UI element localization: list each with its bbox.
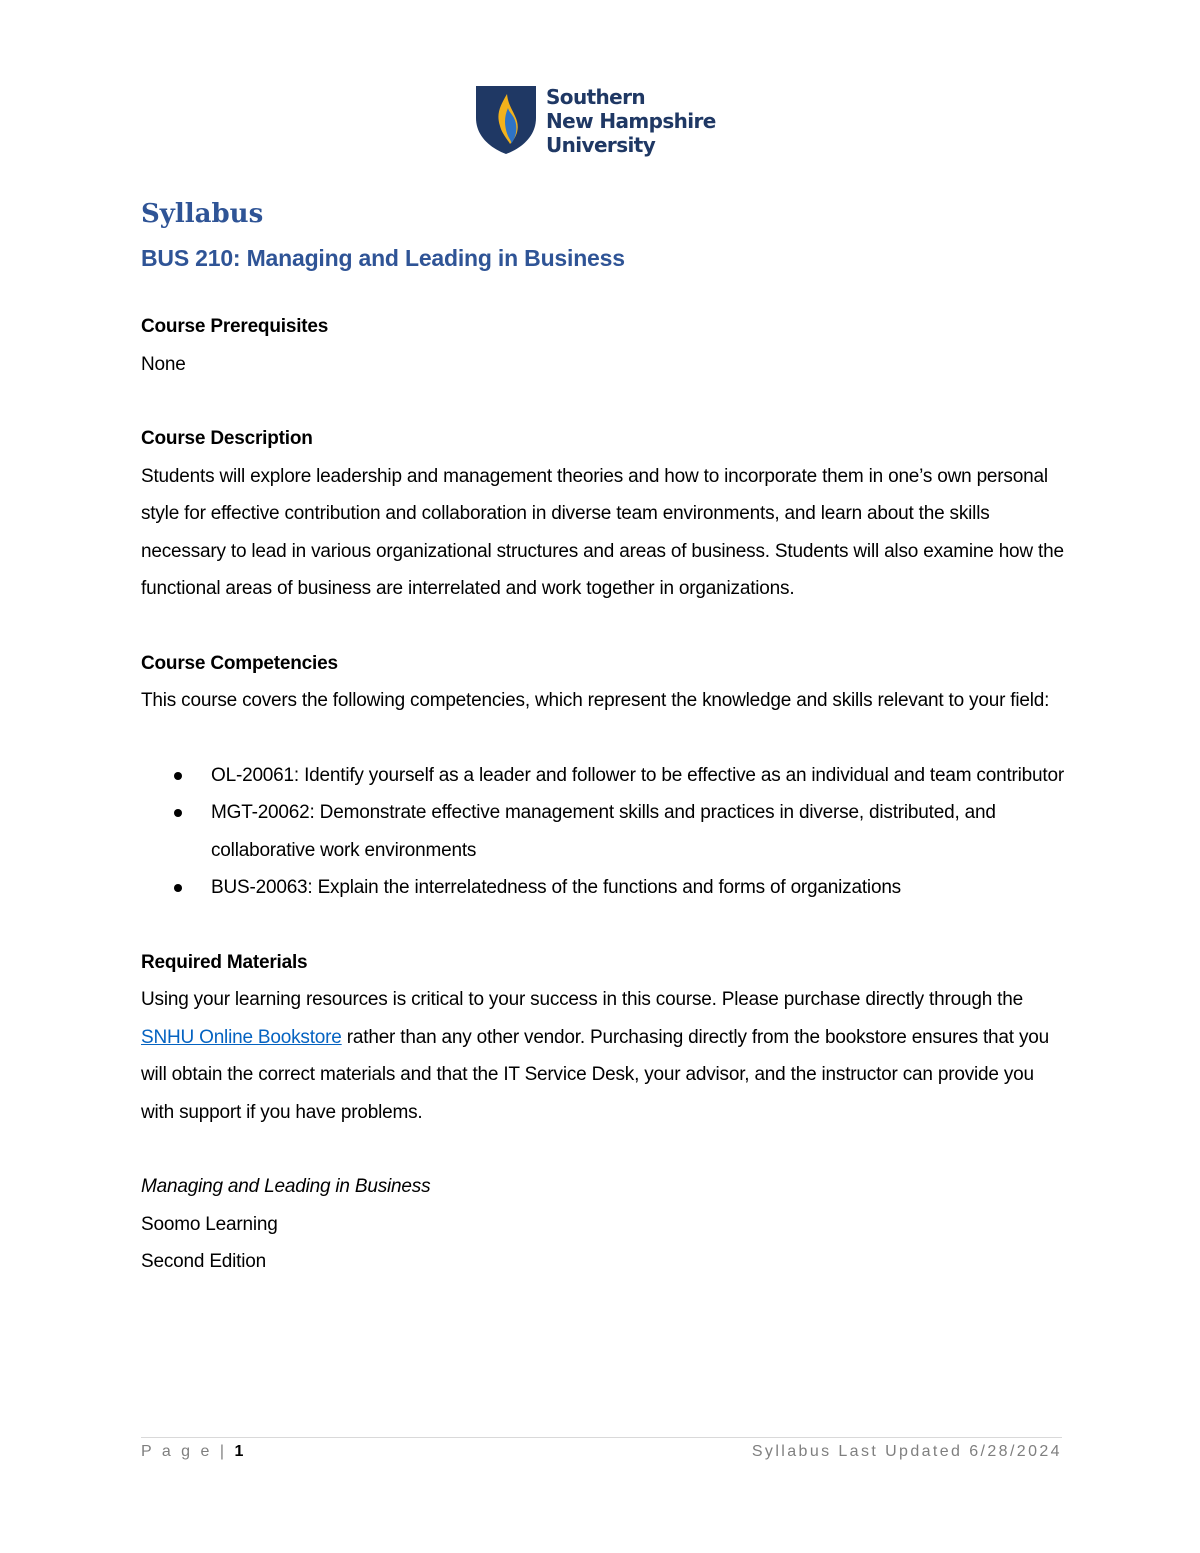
- page-indicator: [141, 1440, 246, 1464]
- materials-heading: Required Materials: [141, 951, 308, 973]
- bullet-icon: [174, 884, 182, 892]
- competency-item: [141, 794, 1066, 869]
- logo-line-3: University: [546, 133, 656, 157]
- materials-text: [141, 981, 1066, 1131]
- competencies-heading: Course Competencies: [141, 652, 338, 674]
- description-text: Students will explore leadership and management theories and how to incorporate them in one’s own personal style for effective contribution and collaboration in diverse team environments, and learn about the skills necessary to lead in various organizational structures and areas of business. Students will also examine how the functional areas of business are interrelated and work together in organizations.: [141, 465, 1064, 599]
- materials-text-before: Using your learning resources is critical to your success in this course. Please purchase directly through the: [141, 989, 1023, 1010]
- competencies-intro: This course covers the following competencies, which represent the knowledge and skills relevant to your field:: [141, 690, 1050, 711]
- bullet-icon: [174, 772, 182, 780]
- book-title: Managing and Leading in Business: [141, 1176, 431, 1197]
- document-body: [141, 192, 1066, 1281]
- university-logo: [474, 84, 716, 157]
- competency-text: BUS-20063: Explain the interrelatedness of the functions and forms of organizations: [211, 877, 901, 898]
- shield-flame-icon: [474, 84, 538, 156]
- page-footer: [141, 1440, 1062, 1464]
- logo-line-1: Southern: [546, 85, 646, 109]
- book-edition: Second Edition: [141, 1251, 267, 1272]
- prerequisites-heading: Course Prerequisites: [141, 316, 329, 337]
- competency-list: [141, 757, 1066, 907]
- course-title: BUS 210: Managing and Leading in Business: [141, 245, 625, 271]
- footer-divider: [141, 1437, 1062, 1438]
- page-number: 1: [234, 1443, 247, 1460]
- bullet-icon: [174, 809, 182, 817]
- competency-text: OL-20061: Identify yourself as a leader and follower to be effective as an individual and team contributor: [211, 764, 1064, 786]
- bookstore-link[interactable]: SNHU Online Bookstore: [141, 1026, 342, 1048]
- competency-item: [141, 869, 1066, 907]
- page-label: P a g e |: [141, 1443, 228, 1460]
- page-title: Syllabus: [141, 199, 264, 229]
- last-updated: Syllabus Last Updated 6/28/2024: [751, 1443, 1062, 1460]
- competency-item: [141, 757, 1066, 795]
- book-publisher: Soomo Learning: [141, 1213, 278, 1235]
- logo-line-2: New Hampshire: [546, 109, 716, 133]
- materials-text-after: rather than any other vendor. Purchasing directly from the bookstore ensures that you will obtain the correct materials and that the IT Service Desk, your advisor, and the instructor can provide you with support if you have problems.: [141, 1026, 1049, 1123]
- description-heading: Course Description: [141, 428, 313, 449]
- competency-text: MGT-20062: Demonstrate effective management skills and practices in diverse, distributed, and collaborative work environments: [211, 802, 996, 861]
- prerequisites-value: None: [141, 353, 186, 375]
- logo-wordmark: [546, 85, 716, 157]
